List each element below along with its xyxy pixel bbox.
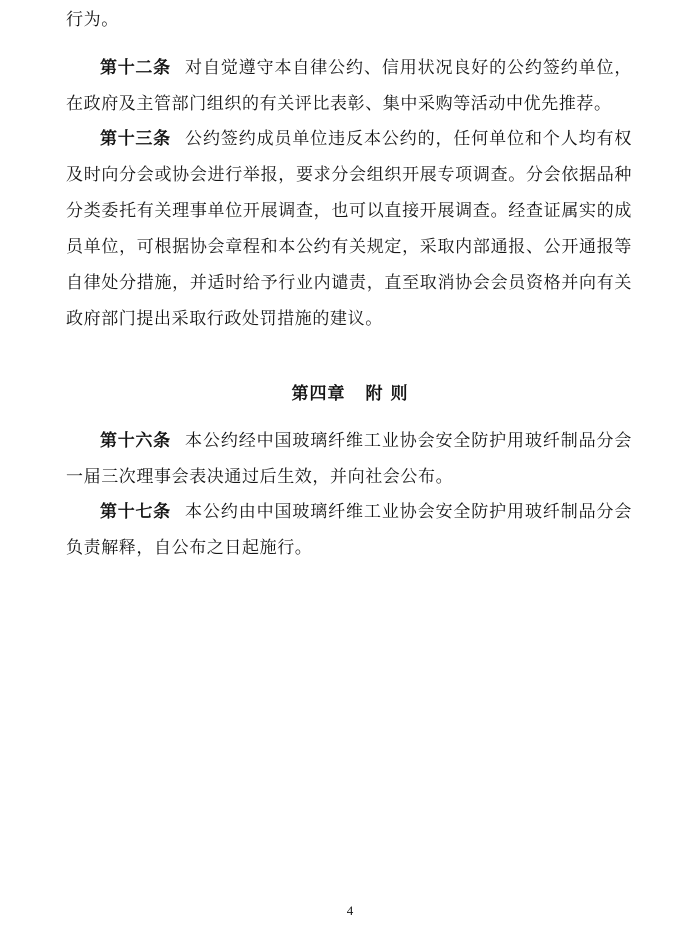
chapter-heading (0, 376, 700, 412)
paragraph-continuation (66, 2, 632, 38)
article-text: 本公约由中国玻璃纤维工业协会安全防护用玻纤制品分会负责解释，自公布之日起施行。 (66, 502, 632, 558)
article-number: 第十二条 (100, 58, 171, 78)
article-text: 本公约经中国玻璃纤维工业协会安全防护用玻纤制品分会一届三次理事会表决通过后生效，并向社会公布。 (66, 431, 632, 487)
article-number: 第十六条 (100, 431, 171, 451)
article-12 (66, 50, 632, 122)
page-number: 4 (346, 903, 354, 918)
article-text: 公约签约成员单位违反本公约的，任何单位和个人均有权及时向分会或协会进行举报，要求分会组织开展专项调查。分会依据品种分类委托有关理事单位开展调查，也可以直接开展调查。经查证属实的成员单位，可根据协会章程和本公约有关规定，采取内部通报、公开通报等自律处分措施，并适时给予行业内谴责，直至取消协会会员资格并向有关政府部门提出采取行政处罚措施的建议。 (66, 129, 632, 329)
article-text: 对自觉遵守本自律公约、信用状况良好的公约签约单位，在政府及主管部门组织的有关评比表彰、集中采购等活动中优先推荐。 (66, 58, 632, 114)
article-17 (66, 494, 632, 566)
article-number: 第十七条 (100, 502, 171, 522)
article-number: 第十三条 (100, 129, 171, 149)
article-13 (66, 121, 632, 337)
chapter-number: 第四章 (291, 384, 346, 404)
chapter-title: 附 则 (365, 384, 409, 404)
continuation-text: 行为。 (66, 10, 119, 30)
article-16 (66, 423, 632, 495)
